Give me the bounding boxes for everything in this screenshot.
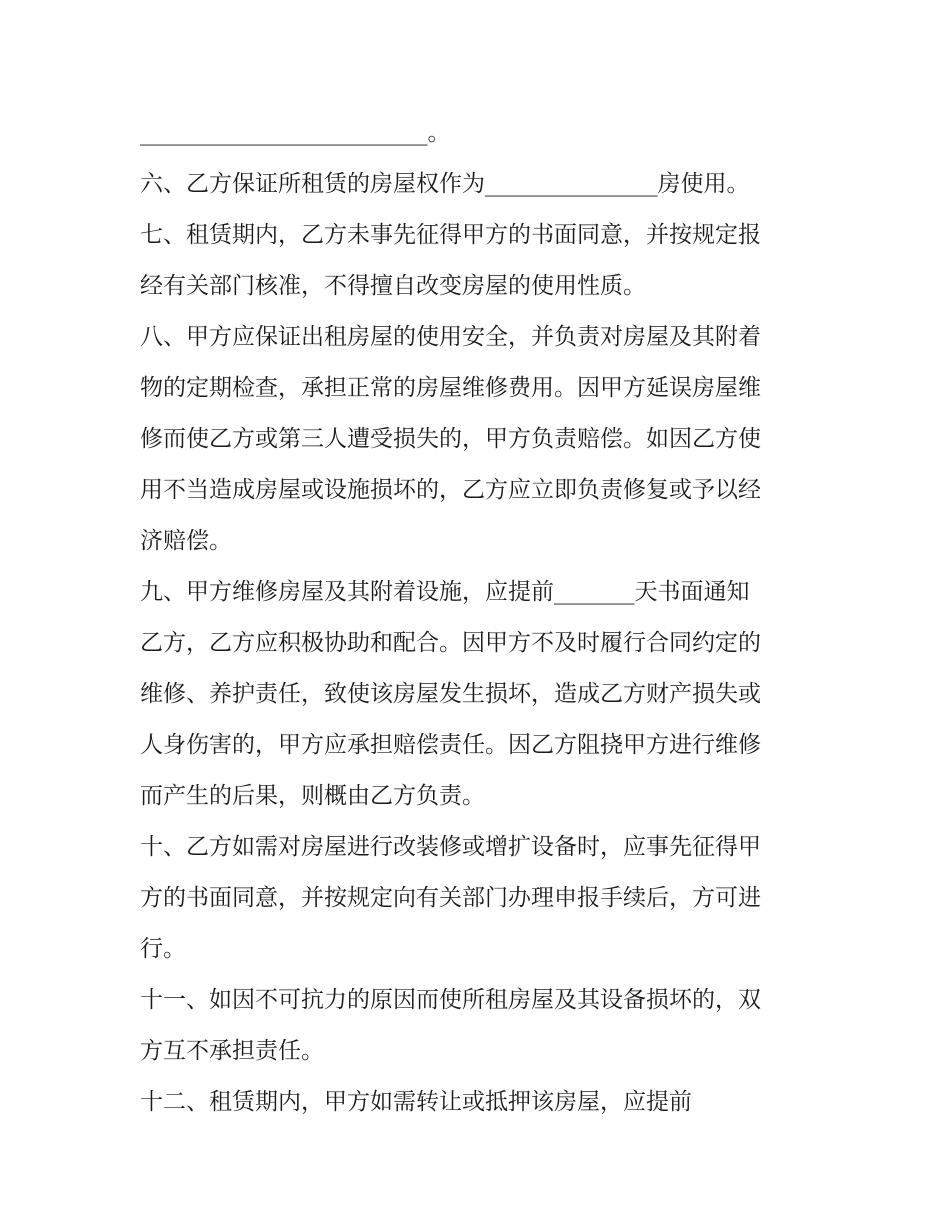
text-line: 七、租赁期内，乙方未事先征得甲方的书面同意，并按规定报 (140, 222, 761, 248)
text-line: 维修、养护责任，致使该房屋发生损坏，造成乙方财产损失或 (140, 681, 761, 707)
text-line: 十一、如因不可抗力的原因而使所租房屋及其设备损坏的，双 (140, 987, 761, 1013)
text-line: 方互不承担责任。 (140, 1038, 324, 1064)
text-line: 行。 (140, 936, 186, 962)
text-line: 用不当造成房屋或设施损坏的，乙方应立即负责修复或予以经 (140, 477, 761, 503)
text-line: 方的书面同意，并按规定向有关部门办理申报手续后，方可进 (140, 885, 761, 911)
text-line: 十二、租赁期内，甲方如需转让或抵押该房屋，应提前 (140, 1089, 692, 1115)
text-line: 八、甲方应保证出租房屋的使用安全，并负责对房屋及其附着 (140, 324, 761, 350)
text-line: 九、甲方维修房屋及其附着设施，应提前_______天书面通知 (140, 579, 750, 605)
text-line: 人身伤害的，甲方应承担赔偿责任。因乙方阻挠甲方进行维修 (140, 732, 761, 758)
text-line: 济赔偿。 (140, 528, 232, 554)
text-line: _________________________。 (140, 120, 451, 146)
text-line: 而产生的后果，则概由乙方负责。 (140, 783, 485, 809)
text-line: 修而使乙方或第三人遭受损失的，甲方负责赔偿。如因乙方使 (140, 426, 761, 452)
text-line: 六、乙方保证所租赁的房屋权作为_______________房使用。 (140, 171, 750, 197)
document-body (140, 108, 820, 1128)
text-line: 乙方，乙方应积极协助和配合。因甲方不及时履行合同约定的 (140, 630, 761, 656)
text-line: 经有关部门核准，不得擅自改变房屋的使用性质。 (140, 273, 646, 299)
text-line: 物的定期检查，承担正常的房屋维修费用。因甲方延误房屋维 (140, 375, 761, 401)
text-line: 十、乙方如需对房屋进行改装修或增扩设备时，应事先征得甲 (140, 834, 761, 860)
